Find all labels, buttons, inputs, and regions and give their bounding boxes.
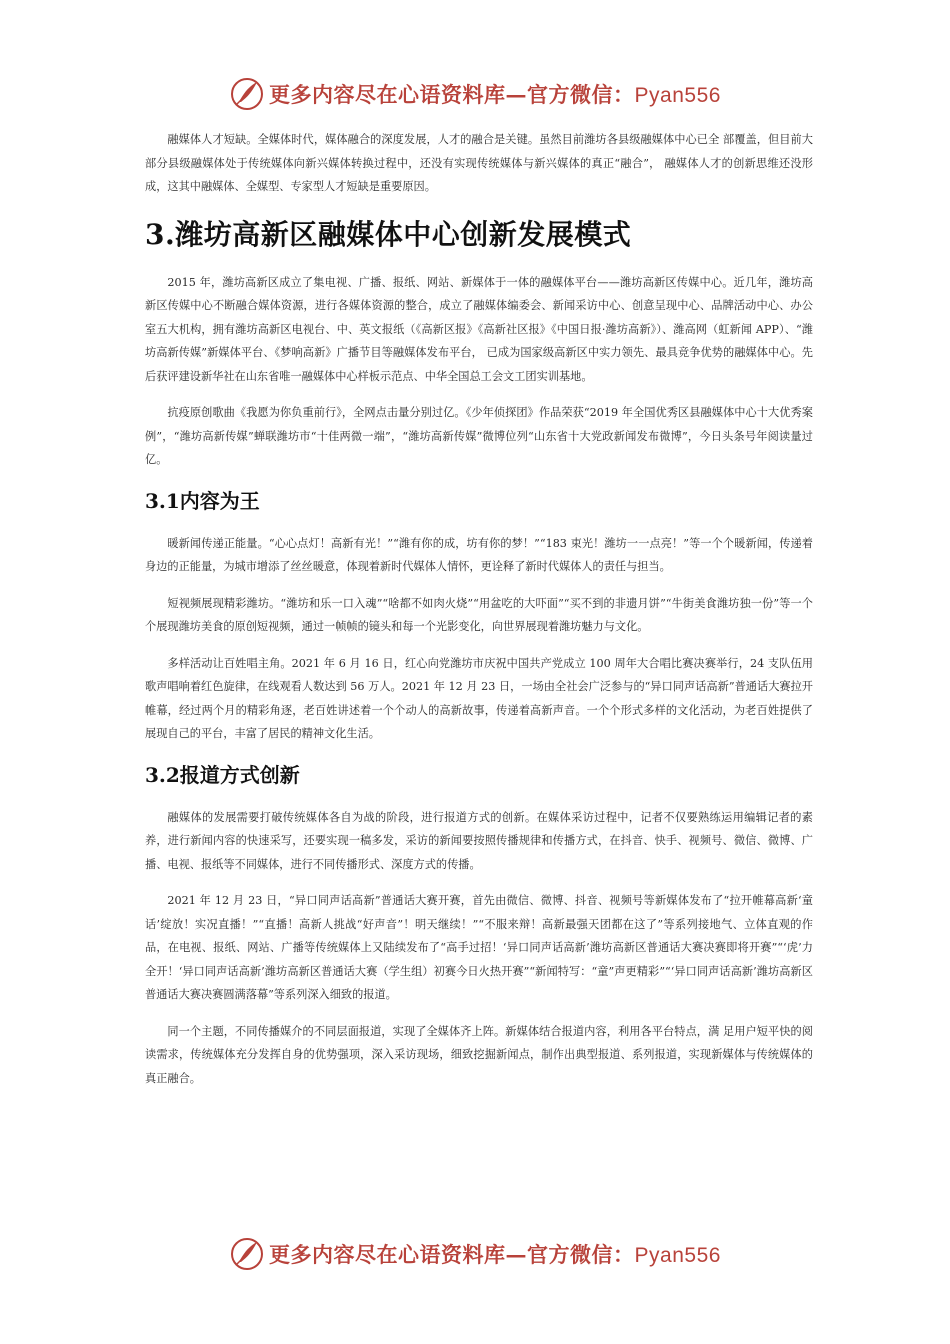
- footer-banner-text: 更多内容尽在心语资料库—官方微信：Pyan556: [269, 1242, 721, 1267]
- section-3-2-paragraph: 同一个主题，不同传播媒介的不同层面报道，实现了全媒体齐上阵。新媒体结合报道内容，利用各平台特点，满 足用户短平快的阅读需求，传统媒体充分发挥自身的优势强项，深入采访现场，细致挖掘新闻点，制作出典型报道、系列报道，实现新媒体与传统媒体的真正融合。: [145, 1024, 813, 1085]
- footer-banner: [0, 1232, 950, 1276]
- section-3-2-paragraph: 2021 年 12 月 23 日，“异口同声话高新”普通话大赛开赛，首先由微信、微博、抖音、视频号等新媒体发布了“拉开帷幕高新‘童话’绽放！实况直播！”“直播！高新人挑战“好声音”！明天继续！”“不服来辩！高新最强天团都在这了”等系列接地气、立体直观的作品，在电视、报纸、网站、广播等传统媒体上又陆续发布了“高手过招！‘异口同声话高新’潍坊高新区普通话大赛决赛即将开赛”“‘虎’力全开！‘异口同声话高新’潍坊高新区普通话大赛（学生组）初赛今日火热开赛”“新闻特写：“童”声更精彩”“‘异口同声话高新’潍坊高新区普通话大赛决赛圆满落幕”等系列深入细致的报道。: [145, 894, 813, 1001]
- header-banner-text: 更多内容尽在心语资料库—官方微信：Pyan556: [269, 82, 721, 107]
- section-3-1-paragraph: 短视频展现精彩潍坊。“潍坊和乐一口入魂”“啥都不如肉火烧”“用盆吃的大吓面”“买不到的非遗月饼”“牛街美食潍坊独一份”等一个个展现潍坊美食的原创短视频，通过一帧帧的镜头和每一个光影变化，向世界展现着潍坊魅力与文化。: [145, 596, 813, 633]
- section-3-1-paragraph: 多样活动让百姓唱主角。2021 年 6 月 16 日，红心向党潍坊市庆祝中国共产党成立 100 周年大合唱比赛决赛举行，24 支队伍用歌声唱响着红色旋律，在线观看人数达到 56 万人。2021 年 12 月 23 日，一场由全社会广泛参与的“异口同声话高新”普通话大赛拉开帷幕，经过两个月的精彩角逐，老百姓讲述着一个个动人的高新故事，传递着高新声音。一个个形式多样的文化活动，为老百姓提供了展现自己的平台，丰富了居民的精神文化生活。: [145, 656, 813, 740]
- quill-logo-icon: [229, 1236, 265, 1272]
- document-body: [145, 128, 813, 1103]
- header-banner: [0, 72, 950, 116]
- section-3-1-paragraph: 暖新闻传递正能量。“心心点灯！高新有光！”“潍有你的成，坊有你的梦！”“183 束光！潍坊一一点亮！”等一个个暖新闻，传递着身边的正能量，为城市增添了丝丝暖意，体现着新时代媒体人情怀，更诠释了新时代媒体人的责任与担当。: [145, 536, 813, 573]
- section-3-2-heading: 3.2报道方式创新: [145, 762, 300, 787]
- section-3-heading: 3.潍坊高新区融媒体中心创新发展模式: [145, 217, 632, 251]
- section-3-paragraph: 2015 年，潍坊高新区成立了集电视、广播、报纸、网站、新媒体于一体的融媒体平台——潍坊高新区传媒中心。近几年，潍坊高新区传媒中心不断融合媒体资源，进行各媒体资源的整合，成立了融媒体编委会、新闻采访中心、创意呈现中心、品牌活动中心、办公室五大机构，拥有潍坊高新区电视台、中、英文报纸（《高新区报》《高新社区报》《中国日报·潍坊高新》）、潍高网（虹新闻 APP）、“潍坊高新传媒”新媒体平台、《梦响高新》广播节目等融媒体发布平台， 已成为国家级高新区中实力领先、最具竞争优势的融媒体中心。先后获评建设新华社在山东省唯一融媒体中心样板示范点、中华全国总工会文工团实训基地。: [145, 275, 813, 383]
- intro-paragraph: 融媒体人才短缺。全媒体时代，媒体融合的深度发展，人才的融合是关键。虽然目前潍坊各县级融媒体中心已全 部覆盖，但目前大部分县级融媒体处于传统媒体向新兴媒体转换过程中，还没有实现传统媒体与新兴媒体的真正“融合”， 融媒体人才的创新思维还没形成，这其中融媒体、全媒型、专家型人才短缺是重要原因。: [145, 133, 813, 193]
- section-3-1-heading: 3.1内容为王: [145, 488, 260, 513]
- section-3-2-paragraph: 融媒体的发展需要打破传统媒体各自为战的阶段，进行报道方式的创新。在媒体采访过程中，记者不仅要熟练运用编辑记者的素养，进行新闻内容的快速采写，还要实现一稿多发，采访的新闻要按照传播规律和传播方式，在抖音、快手、视频号、微信、微博、广播、电视、报纸等不同媒体，进行不同传播形式、深度方式的传播。: [145, 810, 813, 871]
- quill-logo-icon: [229, 76, 265, 112]
- section-3-paragraph: 抗疫原创歌曲《我愿为你负重前行》，全网点击量分别过亿。《少年侦探团》作品荣获“2019 年全国优秀区县融媒体中心十大优秀案例”，“潍坊高新传媒”蝉联潍坊市“十佳两微一端”，“潍坊高新传媒”微博位列“山东省十大党政新闻发布微博”，今日头条号年阅读量过亿。: [145, 406, 813, 466]
